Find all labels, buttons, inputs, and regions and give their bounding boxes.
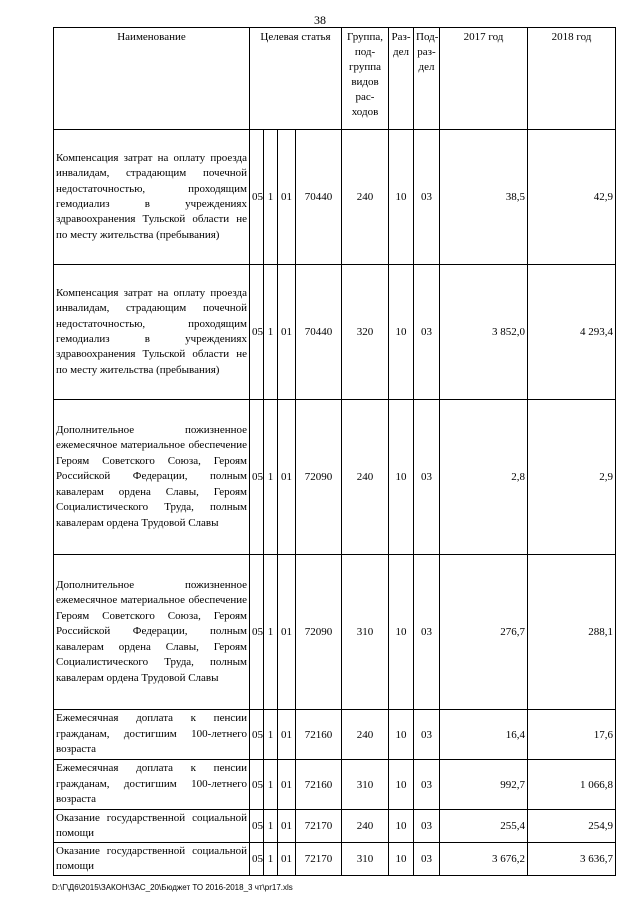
amount-2017: 255,4	[440, 810, 528, 843]
page-number: 38	[314, 13, 326, 27]
article-code-4: 70440	[296, 130, 342, 265]
article-code-4: 72160	[296, 710, 342, 760]
article-code-1: 05	[250, 265, 264, 400]
section-cell: 10	[389, 843, 414, 876]
article-code-3: 01	[278, 130, 296, 265]
subsection-cell: 03	[414, 710, 440, 760]
expense-group-cell: 240	[342, 400, 389, 555]
expense-group-cell: 310	[342, 843, 389, 876]
table-row	[54, 810, 616, 843]
section-cell: 10	[389, 400, 414, 555]
article-code-3: 01	[278, 760, 296, 810]
table-row	[54, 400, 616, 555]
article-code-3: 01	[278, 810, 296, 843]
section-cell: 10	[389, 265, 414, 400]
article-code-1: 05	[250, 400, 264, 555]
subsection-cell: 03	[414, 760, 440, 810]
amount-2017: 3 676,2	[440, 843, 528, 876]
row-name: Компенсация затрат на оплату проезда инвалидам, страдающим почечной недостаточностью, проходящим гемодиализ в учреждениях здравоохранения Тульской области не по месту жительства (пребывания)	[54, 130, 250, 265]
table-row	[54, 130, 616, 265]
table-row	[54, 710, 616, 760]
section-cell: 10	[389, 710, 414, 760]
row-name: Ежемесячная доплата к пенсии гражданам, достигшим 100-летнего возраста	[54, 710, 250, 760]
article-code-3: 01	[278, 265, 296, 400]
table-row	[54, 843, 616, 876]
amount-2018: 4 293,4	[528, 265, 616, 400]
article-code-2: 1	[264, 555, 278, 710]
row-name: Компенсация затрат на оплату проезда инвалидам, страдающим почечной недостаточностью, проходящим гемодиализ в учреждениях здравоохранения Тульской области не по месту жительства (пребывания)	[54, 265, 250, 400]
subsection-cell: 03	[414, 555, 440, 710]
row-name: Оказание государственной социальной помощи	[54, 843, 250, 876]
subsection-cell: 03	[414, 400, 440, 555]
article-code-1: 05	[250, 810, 264, 843]
amount-2018: 3 636,7	[528, 843, 616, 876]
header-year-2017: 2017 год	[440, 28, 528, 130]
article-code-1: 05	[250, 555, 264, 710]
amount-2018: 42,9	[528, 130, 616, 265]
article-code-3: 01	[278, 843, 296, 876]
amount-2018: 2,9	[528, 400, 616, 555]
article-code-2: 1	[264, 710, 278, 760]
amount-2018: 288,1	[528, 555, 616, 710]
header-year-2018: 2018 год	[528, 28, 616, 130]
expense-group-cell: 240	[342, 810, 389, 843]
subsection-cell: 03	[414, 265, 440, 400]
expense-group-cell: 310	[342, 555, 389, 710]
article-code-2: 1	[264, 760, 278, 810]
article-code-2: 1	[264, 810, 278, 843]
subsection-cell: 03	[414, 130, 440, 265]
header-section: Раз- дел	[389, 28, 414, 130]
section-cell: 10	[389, 760, 414, 810]
section-cell: 10	[389, 555, 414, 710]
article-code-1: 05	[250, 130, 264, 265]
amount-2017: 276,7	[440, 555, 528, 710]
table-row	[54, 760, 616, 810]
article-code-4: 72170	[296, 843, 342, 876]
header-subsection: Под- раз- дел	[414, 28, 440, 130]
file-path-footer: D:\Г\Д6\2015\ЗАКОН\ЗАС_20\Бюджет ТО 2016-2018_3 чт\pr17.xls	[52, 883, 293, 892]
header-target-article: Целевая статья	[250, 28, 342, 130]
amount-2017: 2,8	[440, 400, 528, 555]
amount-2017: 992,7	[440, 760, 528, 810]
article-code-1: 05	[250, 710, 264, 760]
subsection-cell: 03	[414, 810, 440, 843]
section-cell: 10	[389, 130, 414, 265]
article-code-4: 72090	[296, 555, 342, 710]
amount-2018: 1 066,8	[528, 760, 616, 810]
header-name: Наименование	[54, 28, 250, 130]
amount-2017: 16,4	[440, 710, 528, 760]
table-row	[54, 555, 616, 710]
article-code-1: 05	[250, 760, 264, 810]
amount-2017: 3 852,0	[440, 265, 528, 400]
article-code-4: 72170	[296, 810, 342, 843]
section-cell: 10	[389, 810, 414, 843]
article-code-3: 01	[278, 400, 296, 555]
amount-2017: 38,5	[440, 130, 528, 265]
article-code-4: 72090	[296, 400, 342, 555]
row-name: Оказание государственной социальной помощи	[54, 810, 250, 843]
article-code-3: 01	[278, 710, 296, 760]
subsection-cell: 03	[414, 843, 440, 876]
row-name: Ежемесячная доплата к пенсии гражданам, достигшим 100-летнего возраста	[54, 760, 250, 810]
row-name: Дополнительное пожизненное ежемесячное материальное обеспечение Героям Советского Союза, Героям Российской Федерации, полным кавалерам ордена Славы, Героям Социалистического Труда, полным кавалерам ордена Трудовой Славы	[54, 555, 250, 710]
amount-2018: 254,9	[528, 810, 616, 843]
expense-group-cell: 240	[342, 710, 389, 760]
budget-table	[53, 27, 616, 876]
article-code-2: 1	[264, 843, 278, 876]
expense-group-cell: 320	[342, 265, 389, 400]
article-code-2: 1	[264, 265, 278, 400]
amount-2018: 17,6	[528, 710, 616, 760]
article-code-1: 05	[250, 843, 264, 876]
article-code-4: 72160	[296, 760, 342, 810]
header-expense-group: Группа, под- группа видов рас- ходов	[342, 28, 389, 130]
header-row	[54, 28, 616, 130]
article-code-2: 1	[264, 130, 278, 265]
article-code-3: 01	[278, 555, 296, 710]
table-row	[54, 265, 616, 400]
expense-group-cell: 310	[342, 760, 389, 810]
row-name: Дополнительное пожизненное ежемесячное материальное обеспечение Героям Советского Союза, Героям Российской Федерации, полным кавалерам ордена Славы, Героям Социалистического Труда, полным кавалерам ордена Трудовой Славы	[54, 400, 250, 555]
article-code-4: 70440	[296, 265, 342, 400]
article-code-2: 1	[264, 400, 278, 555]
expense-group-cell: 240	[342, 130, 389, 265]
